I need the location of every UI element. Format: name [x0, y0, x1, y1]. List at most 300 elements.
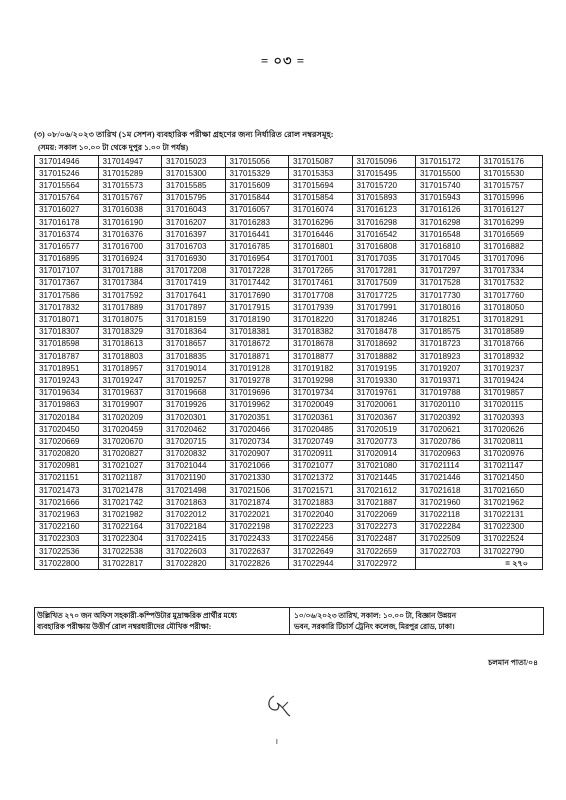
roll-cell: 317019734 — [289, 387, 353, 399]
table-row-last — [35, 558, 543, 570]
roll-cell: 317017509 — [352, 277, 416, 289]
roll-cell: 317016810 — [416, 241, 480, 253]
roll-cell: 317020715 — [162, 436, 226, 448]
roll-cell: 317018589 — [479, 326, 543, 338]
roll-cell: 317018951 — [35, 363, 99, 375]
viva-info-box — [34, 607, 544, 635]
roll-cell: 317021151 — [35, 472, 99, 484]
roll-cell: 317018835 — [162, 351, 226, 363]
table-row — [35, 509, 543, 521]
roll-cell: 317018050 — [479, 302, 543, 314]
roll-cell: 317022273 — [352, 521, 416, 533]
roll-cell: 317022164 — [98, 521, 162, 533]
roll-cell: 317022820 — [162, 558, 226, 570]
roll-cell: 317017532 — [479, 277, 543, 289]
roll-cell: 317020459 — [98, 424, 162, 436]
roll-cell: 317022160 — [35, 521, 99, 533]
roll-cell: 317022817 — [98, 558, 162, 570]
roll-cell: 317015996 — [479, 192, 543, 204]
roll-cell: 317017528 — [416, 277, 480, 289]
roll-cell: 317020811 — [479, 436, 543, 448]
roll-cell: 317021330 — [225, 472, 289, 484]
roll-cell: 317020184 — [35, 411, 99, 423]
roll-cell: 317020749 — [289, 436, 353, 448]
roll-cell: 317019014 — [162, 363, 226, 375]
roll-cell: 317016178 — [35, 216, 99, 228]
table-row — [35, 460, 543, 472]
roll-cell: 317018251 — [416, 314, 480, 326]
total-count: = ২৭০ — [416, 558, 543, 570]
roll-cell: 317019634 — [35, 387, 99, 399]
roll-cell: 317016446 — [289, 229, 353, 241]
roll-cell: 317022509 — [416, 533, 480, 545]
roll-cell: 317018307 — [35, 326, 99, 338]
roll-cell: 317017897 — [162, 302, 226, 314]
roll-cell: 317015740 — [416, 180, 480, 192]
roll-cell: 317019907 — [98, 399, 162, 411]
roll-cell: 317018598 — [35, 338, 99, 350]
roll-cell: 317021498 — [162, 485, 226, 497]
roll-cell: 317018871 — [225, 351, 289, 363]
roll-cell: 317019182 — [289, 363, 353, 375]
roll-cell: 317016298 — [352, 216, 416, 228]
roll-cell: 317022300 — [479, 521, 543, 533]
roll-cell: 317020907 — [225, 448, 289, 460]
roll-cell: 317016043 — [162, 204, 226, 216]
roll-cell: 317018220 — [289, 314, 353, 326]
roll-cell: 317020976 — [479, 448, 543, 460]
table-row — [35, 168, 543, 180]
table-row — [35, 472, 543, 484]
roll-cell: 317016298 — [416, 216, 480, 228]
roll-cell: 317018882 — [352, 351, 416, 363]
roll-cell: 317018190 — [225, 314, 289, 326]
roll-cell: 317017228 — [225, 265, 289, 277]
roll-cell: 317019696 — [225, 387, 289, 399]
roll-cell: 317021962 — [479, 497, 543, 509]
table-row — [35, 399, 543, 411]
table-row — [35, 436, 543, 448]
roll-cell: 317020827 — [98, 448, 162, 460]
roll-cell: 317020669 — [35, 436, 99, 448]
roll-cell: 317015720 — [352, 180, 416, 192]
roll-cell: 317016127 — [479, 204, 543, 216]
table-row — [35, 180, 543, 192]
roll-cell: 317019128 — [225, 363, 289, 375]
roll-cell: 317015289 — [98, 168, 162, 180]
roll-cell: 317018657 — [162, 338, 226, 350]
roll-cell: 317019207 — [416, 363, 480, 375]
roll-cell: 317015854 — [289, 192, 353, 204]
roll-cell: 317017334 — [479, 265, 543, 277]
table-row — [35, 253, 543, 265]
roll-cell: 317019863 — [35, 399, 99, 411]
roll-cell: 317019298 — [289, 375, 353, 387]
roll-cell: 317022012 — [162, 509, 226, 521]
roll-cell: 317020466 — [225, 424, 289, 436]
roll-cell: 317022790 — [479, 546, 543, 558]
roll-cell: 317021960 — [416, 497, 480, 509]
table-row — [35, 424, 543, 436]
roll-cell: 317015023 — [162, 156, 226, 168]
roll-cell: 317017208 — [162, 265, 226, 277]
roll-cell: 317018329 — [98, 326, 162, 338]
roll-cell: 317022659 — [352, 546, 416, 558]
roll-cell: 317018957 — [98, 363, 162, 375]
roll-cell: 317019668 — [162, 387, 226, 399]
roll-cell: 317022198 — [225, 521, 289, 533]
roll-cell: 317018071 — [35, 314, 99, 326]
viva-schedule — [290, 608, 543, 634]
roll-cell: 317020519 — [352, 424, 416, 436]
roll-cell: 317022826 — [225, 558, 289, 570]
roll-cell: 317018575 — [416, 326, 480, 338]
roll-cell: 317020621 — [416, 424, 480, 436]
roll-cell: 317015757 — [479, 180, 543, 192]
page-number: = ০৩ = — [260, 53, 306, 68]
bottom-mark: । — [275, 737, 279, 746]
roll-cell: 317017096 — [479, 253, 543, 265]
table-row — [35, 265, 543, 277]
roll-cell: 317015096 — [352, 156, 416, 168]
viva-description — [35, 608, 290, 634]
roll-cell: 317022637 — [225, 546, 289, 558]
roll-cell: 317014947 — [98, 156, 162, 168]
roll-cell: 317018787 — [35, 351, 99, 363]
roll-cell: 317021187 — [98, 472, 162, 484]
roll-cell: 317021887 — [352, 497, 416, 509]
roll-cell: 317021963 — [35, 509, 99, 521]
roll-cell: 317018291 — [479, 314, 543, 326]
continued-page-note: চলমান পাতা/০৪ — [488, 658, 538, 667]
roll-cell: 317017367 — [35, 277, 99, 289]
roll-cell: 317020914 — [352, 448, 416, 460]
roll-cell: 317019195 — [352, 363, 416, 375]
roll-cell: 317020450 — [35, 424, 99, 436]
roll-cell: 317016376 — [98, 229, 162, 241]
viva-description-line-1: উল্লিখিত ২৭০ জন অফিস সহকারী-কম্পিউটার মুদ্রাক্ষরিক প্রার্থীর মধ্যে — [37, 611, 237, 620]
roll-cell: 317016397 — [162, 229, 226, 241]
roll-cell: 317019962 — [225, 399, 289, 411]
roll-cell: 317017384 — [98, 277, 162, 289]
roll-cell: 317015767 — [98, 192, 162, 204]
roll-cell: 317017442 — [225, 277, 289, 289]
roll-cell: 317016126 — [416, 204, 480, 216]
roll-cell: 317015329 — [225, 168, 289, 180]
roll-cell: 317016882 — [479, 241, 543, 253]
roll-cell: 317019247 — [98, 375, 162, 387]
roll-cell: 317016123 — [352, 204, 416, 216]
roll-cell: 317020786 — [416, 436, 480, 448]
viva-schedule-line-1: ১০/০৬/২০২৩ তারিখ, সকাল: ১০.০০ টা, বিজ্ঞান উন্নয়ন — [294, 611, 457, 620]
roll-cell: 317018766 — [479, 338, 543, 350]
roll-cell: 317018932 — [479, 351, 543, 363]
roll-cell: 317022524 — [479, 533, 543, 545]
roll-cell: 317022972 — [352, 558, 416, 570]
roll-cell: 317015609 — [225, 180, 289, 192]
table-row — [35, 277, 543, 289]
roll-cell: 317022118 — [416, 509, 480, 521]
roll-cell: 317020981 — [35, 460, 99, 472]
table-row — [35, 338, 543, 350]
roll-cell: 317017188 — [98, 265, 162, 277]
roll-cell: 317022944 — [289, 558, 353, 570]
roll-cell: 317019243 — [35, 375, 99, 387]
roll-table-body — [35, 156, 543, 570]
roll-cell: 317021883 — [289, 497, 353, 509]
roll-cell: 317017035 — [352, 253, 416, 265]
roll-cell: 317016542 — [352, 229, 416, 241]
roll-cell: 317018613 — [98, 338, 162, 350]
roll-cell: 317021077 — [289, 460, 353, 472]
roll-cell: 317015495 — [352, 168, 416, 180]
roll-cell: 317021114 — [416, 460, 480, 472]
roll-cell: 317019278 — [225, 375, 289, 387]
roll-cell: 317015764 — [35, 192, 99, 204]
roll-cell: 317021066 — [225, 460, 289, 472]
roll-cell: 317021982 — [98, 509, 162, 521]
roll-cell: 317022649 — [289, 546, 353, 558]
roll-cell: 317015246 — [35, 168, 99, 180]
table-row — [35, 290, 543, 302]
roll-cell: 317022069 — [352, 509, 416, 521]
roll-cell: 317015176 — [479, 156, 543, 168]
roll-cell: 317017889 — [98, 302, 162, 314]
roll-cell: 317020351 — [225, 411, 289, 423]
roll-cell: 317021473 — [35, 485, 99, 497]
roll-cell: 317014946 — [35, 156, 99, 168]
table-row — [35, 387, 543, 399]
roll-cell: 317020061 — [352, 399, 416, 411]
roll-cell: 317016190 — [98, 216, 162, 228]
roll-cell: 317017265 — [289, 265, 353, 277]
roll-cell: 317020832 — [162, 448, 226, 460]
roll-cell: 317019926 — [162, 399, 226, 411]
roll-cell: 317019371 — [416, 375, 480, 387]
roll-cell: 317020110 — [416, 399, 480, 411]
roll-cell: 317018672 — [225, 338, 289, 350]
table-row — [35, 521, 543, 533]
roll-cell: 317015844 — [225, 192, 289, 204]
roll-cell: 317020367 — [352, 411, 416, 423]
roll-cell: 317019424 — [479, 375, 543, 387]
roll-cell: 317017461 — [289, 277, 353, 289]
roll-cell: 317017991 — [352, 302, 416, 314]
roll-cell: 317019788 — [416, 387, 480, 399]
roll-cell: 317021080 — [352, 460, 416, 472]
table-row — [35, 375, 543, 387]
roll-cell: 317020734 — [225, 436, 289, 448]
roll-cell: 317021044 — [162, 460, 226, 472]
roll-cell: 317017915 — [225, 302, 289, 314]
roll-cell: 317020773 — [352, 436, 416, 448]
table-row — [35, 326, 543, 338]
roll-cell: 317017939 — [289, 302, 353, 314]
table-row — [35, 533, 543, 545]
roll-cell: 317021478 — [98, 485, 162, 497]
roll-cell: 317016374 — [35, 229, 99, 241]
roll-cell: 317015893 — [352, 192, 416, 204]
roll-cell: 317022021 — [225, 509, 289, 521]
roll-cell: 317017419 — [162, 277, 226, 289]
roll-cell: 317015795 — [162, 192, 226, 204]
table-row — [35, 448, 543, 460]
viva-schedule-line-2: ভবন, সরকারি টিচার্স ট্রেনিং কলেজ, মিরপুর রোড, ঢাকা। — [294, 622, 455, 631]
roll-cell: 317017001 — [289, 253, 353, 265]
roll-cell: 317018159 — [162, 314, 226, 326]
roll-cell: 317015056 — [225, 156, 289, 168]
table-row — [35, 216, 543, 228]
roll-cell: 317018016 — [416, 302, 480, 314]
roll-cell: 317016930 — [162, 253, 226, 265]
roll-cell: 317015585 — [162, 180, 226, 192]
roll-cell: 317016057 — [225, 204, 289, 216]
roll-cell: 317022184 — [162, 521, 226, 533]
roll-cell: 317015573 — [98, 180, 162, 192]
roll-cell: 317018382 — [289, 326, 353, 338]
roll-cell: 317017045 — [416, 253, 480, 265]
roll-cell: 317021190 — [162, 472, 226, 484]
roll-cell: 317021446 — [416, 472, 480, 484]
roll-cell: 317015353 — [289, 168, 353, 180]
roll-cell: 317020049 — [289, 399, 353, 411]
roll-cell: 317016441 — [225, 229, 289, 241]
table-row — [35, 192, 543, 204]
roll-number-table — [34, 155, 543, 570]
roll-cell: 317022800 — [35, 558, 99, 570]
table-row — [35, 241, 543, 253]
roll-cell: 317020670 — [98, 436, 162, 448]
roll-cell: 317020485 — [289, 424, 353, 436]
roll-cell: 317019761 — [352, 387, 416, 399]
roll-cell: 317016027 — [35, 204, 99, 216]
roll-cell: 317015943 — [416, 192, 480, 204]
roll-cell: 317016299 — [479, 216, 543, 228]
roll-cell: 317021445 — [352, 472, 416, 484]
section-heading: (৩) ০৮/০৬/২০২৩ তারিখ (১ম সেশন) ব্যবহারিক পরীক্ষা গ্রহণের জন্য নির্ধারিত রোল নম্বরসমূহ: — [34, 130, 334, 139]
roll-cell: 317016700 — [98, 241, 162, 253]
viva-description-line-2: ব্যবহারিক পরীক্ষায় উত্তীর্ণ রোল নম্বরধারীদের মৌখিক পরীক্ষা: — [37, 622, 212, 631]
roll-cell: 317020626 — [479, 424, 543, 436]
roll-cell: 317020393 — [479, 411, 543, 423]
roll-cell: 317018723 — [416, 338, 480, 350]
roll-cell: 317021372 — [289, 472, 353, 484]
table-row — [35, 314, 543, 326]
table-row — [35, 302, 543, 314]
roll-cell: 317022456 — [289, 533, 353, 545]
roll-cell: 317020115 — [479, 399, 543, 411]
roll-cell: 317021027 — [98, 460, 162, 472]
roll-cell: 317015172 — [416, 156, 480, 168]
roll-cell: 317022223 — [289, 521, 353, 533]
roll-cell: 317016703 — [162, 241, 226, 253]
roll-cell: 317017725 — [352, 290, 416, 302]
table-row — [35, 229, 543, 241]
table-row — [35, 363, 543, 375]
roll-cell: 317017760 — [479, 290, 543, 302]
roll-cell: 317021612 — [352, 485, 416, 497]
table-row — [35, 156, 543, 168]
roll-cell: 317015300 — [162, 168, 226, 180]
roll-cell: 317015530 — [479, 168, 543, 180]
roll-cell: 317017690 — [225, 290, 289, 302]
roll-cell: 317021571 — [289, 485, 353, 497]
roll-cell: 317020911 — [289, 448, 353, 460]
roll-cell: 317022538 — [98, 546, 162, 558]
roll-cell: 317022040 — [289, 509, 353, 521]
roll-cell: 317021618 — [416, 485, 480, 497]
roll-cell: 317018678 — [289, 338, 353, 350]
roll-cell: 317016895 — [35, 253, 99, 265]
table-row — [35, 351, 543, 363]
roll-cell: 317020361 — [289, 411, 353, 423]
table-row — [35, 497, 543, 509]
roll-cell: 317018877 — [289, 351, 353, 363]
roll-cell: 317016808 — [352, 241, 416, 253]
roll-cell: 317018364 — [162, 326, 226, 338]
roll-cell: 317021650 — [479, 485, 543, 497]
roll-cell: 317020820 — [35, 448, 99, 460]
roll-cell: 317019237 — [479, 363, 543, 375]
table-row — [35, 411, 543, 423]
roll-cell: 317015694 — [289, 180, 353, 192]
roll-cell: 317019330 — [352, 375, 416, 387]
roll-cell: 317017297 — [416, 265, 480, 277]
roll-cell: 317018381 — [225, 326, 289, 338]
roll-cell: 317017281 — [352, 265, 416, 277]
roll-cell: 317020963 — [416, 448, 480, 460]
roll-cell: 317016296 — [289, 216, 353, 228]
roll-cell: 317016569 — [479, 229, 543, 241]
roll-cell: 317020301 — [162, 411, 226, 423]
table-row — [35, 485, 543, 497]
roll-cell: 317022433 — [225, 533, 289, 545]
roll-cell: 317021450 — [479, 472, 543, 484]
roll-cell: 317022603 — [162, 546, 226, 558]
roll-cell: 317021506 — [225, 485, 289, 497]
roll-cell: 317022303 — [35, 533, 99, 545]
roll-cell: 317016924 — [98, 253, 162, 265]
roll-cell: 317016548 — [416, 229, 480, 241]
roll-cell: 317017730 — [416, 290, 480, 302]
roll-cell: 317018246 — [352, 314, 416, 326]
roll-cell: 317022131 — [479, 509, 543, 521]
signature-mark — [262, 690, 296, 720]
roll-cell: 317016801 — [289, 241, 353, 253]
roll-cell: 317016785 — [225, 241, 289, 253]
roll-cell: 317019857 — [479, 387, 543, 399]
table-row — [35, 546, 543, 558]
roll-cell: 317020392 — [416, 411, 480, 423]
roll-cell: 317018075 — [98, 314, 162, 326]
roll-cell: 317018923 — [416, 351, 480, 363]
roll-cell: 317022304 — [98, 533, 162, 545]
table-row — [35, 204, 543, 216]
roll-cell: 317015500 — [416, 168, 480, 180]
roll-cell: 317020209 — [98, 411, 162, 423]
time-subheading: (সময়: সকাল ১০.০০ টা থেকে দুপুর ১.০০ টা পর্যন্ত) — [38, 143, 189, 152]
roll-cell: 317019637 — [98, 387, 162, 399]
roll-cell: 317016577 — [35, 241, 99, 253]
roll-cell: 317022487 — [352, 533, 416, 545]
roll-cell: 317021863 — [162, 497, 226, 509]
roll-cell: 317022415 — [162, 533, 226, 545]
roll-cell: 317021742 — [98, 497, 162, 509]
roll-cell: 317017708 — [289, 290, 353, 302]
roll-cell: 317022284 — [416, 521, 480, 533]
roll-cell: 317016038 — [98, 204, 162, 216]
roll-cell: 317019257 — [162, 375, 226, 387]
